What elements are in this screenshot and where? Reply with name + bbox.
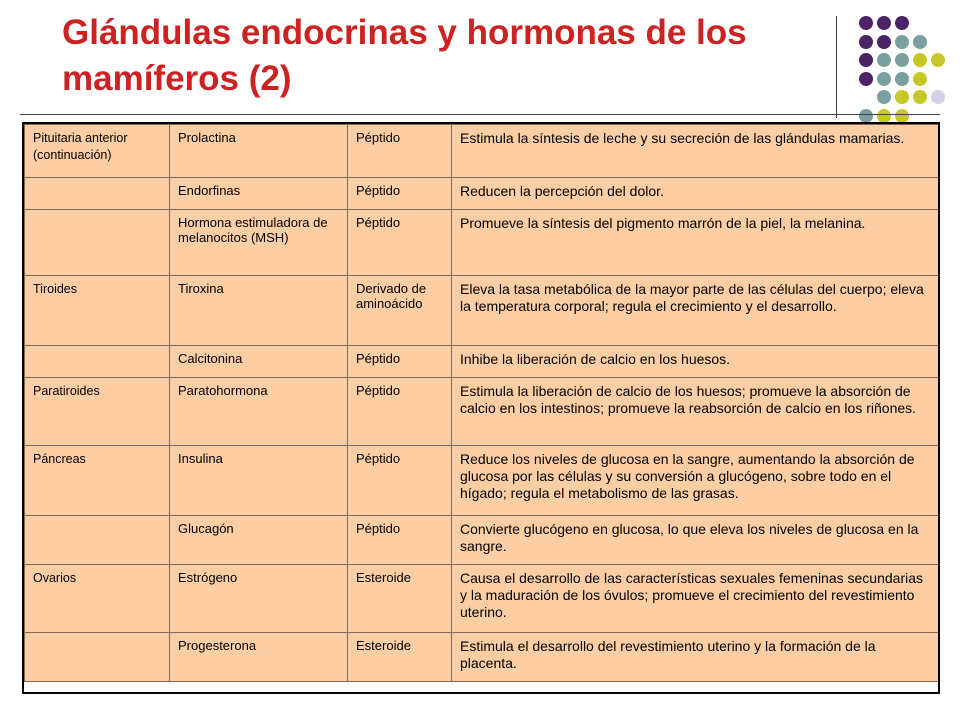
gland-cell: Ovarios: [25, 565, 170, 633]
hormone-cell: Endorfinas: [170, 178, 348, 210]
table-row: [25, 125, 939, 178]
decorative-dot: [913, 90, 927, 104]
decorative-dot: [859, 53, 873, 67]
table-row: [25, 446, 939, 516]
hormone-cell: Estrógeno: [170, 565, 348, 633]
action-cell: Inhibe la liberación de calcio en los huesos.: [452, 346, 939, 378]
gland-cell: Tiroides: [25, 276, 170, 346]
gland-cell: [25, 346, 170, 378]
gland-cell: Paratiroides: [25, 378, 170, 446]
type-cell: Esteroide: [348, 633, 452, 682]
table-row: [25, 276, 939, 346]
hormone-cell: Progesterona: [170, 633, 348, 682]
horizontal-divider: [20, 114, 940, 115]
action-cell: Promueve la síntesis del pigmento marrón de la piel, la melanina.: [452, 210, 939, 276]
action-cell: Estimula el desarrollo del revestimiento uterino y la formación de la placenta.: [452, 633, 939, 682]
table-row: [25, 516, 939, 565]
decorative-dot: [895, 16, 909, 30]
decorative-dot: [877, 53, 891, 67]
hormone-cell: Calcitonina: [170, 346, 348, 378]
decorative-dot: [895, 53, 909, 67]
action-cell: Estimula la síntesis de leche y su secreción de las glándulas mamarias.: [452, 125, 939, 178]
slide-title: Glándulas endocrinas y hormonas de los mamíferos (2): [62, 13, 747, 98]
action-cell: Eleva la tasa metabólica de la mayor parte de las células del cuerpo; eleva la temperatura corporal; regula el crecimiento y el desarrollo.: [452, 276, 939, 346]
decorative-dot: [859, 72, 873, 86]
decorative-dot: [859, 16, 873, 30]
gland-cell: [25, 210, 170, 276]
decorative-dot: [895, 72, 909, 86]
gland-cell: [25, 178, 170, 210]
table-row: [25, 378, 939, 446]
hormone-cell: Insulina: [170, 446, 348, 516]
table-row: [25, 210, 939, 276]
action-cell: Causa el desarrollo de las características sexuales femeninas secundarias y la maduración de los óvulos; promueve el crecimiento del revestimiento uterino.: [452, 565, 939, 633]
gland-cell: Pituitaria anterior (continuación): [25, 125, 170, 178]
hormone-cell: Hormona estimuladora de melanocitos (MSH): [170, 210, 348, 276]
type-cell: Péptido: [348, 378, 452, 446]
gland-cell: [25, 633, 170, 682]
vertical-divider: [836, 16, 837, 118]
decorative-dot: [913, 72, 927, 86]
type-cell: Péptido: [348, 178, 452, 210]
action-cell: Convierte glucógeno en glucosa, lo que eleva los niveles de glucosa en la sangre.: [452, 516, 939, 565]
decorative-dot: [931, 90, 945, 104]
type-cell: Péptido: [348, 210, 452, 276]
decorative-dot: [913, 35, 927, 49]
hormone-cell: Glucagón: [170, 516, 348, 565]
table-row: [25, 565, 939, 633]
gland-cell: Páncreas: [25, 446, 170, 516]
decorative-dot: [877, 16, 891, 30]
gland-cell: [25, 516, 170, 565]
hormone-table: [24, 124, 939, 682]
decorative-dot: [859, 109, 873, 123]
table-row: [25, 633, 939, 682]
type-cell: Esteroide: [348, 565, 452, 633]
decorative-dot: [877, 72, 891, 86]
decorative-dot: [877, 109, 891, 123]
decorative-dot: [859, 35, 873, 49]
hormone-cell: Tiroxina: [170, 276, 348, 346]
action-cell: Reduce los niveles de glucosa en la sangre, aumentando la absorción de glucosa por las células y su conversión a glucógeno, sobre todo en el hígado; regula el metabolismo de las grasas.: [452, 446, 939, 516]
type-cell: Péptido: [348, 346, 452, 378]
decorative-dot: [895, 109, 909, 123]
action-cell: Estimula la liberación de calcio de los huesos; promueve la absorción de calcio en los intestinos; promueve la reabsorción de calcio en los riñones.: [452, 378, 939, 446]
table-row: [25, 178, 939, 210]
decorative-dot: [895, 35, 909, 49]
decorative-dot: [877, 90, 891, 104]
type-cell: Derivado de aminoácido: [348, 276, 452, 346]
decorative-dot: [931, 53, 945, 67]
hormone-cell: Paratohormona: [170, 378, 348, 446]
type-cell: Péptido: [348, 516, 452, 565]
decorative-dot: [913, 53, 927, 67]
decorative-dot: [877, 35, 891, 49]
decorative-dot: [895, 90, 909, 104]
hormone-cell: Prolactina: [170, 125, 348, 178]
table-row: [25, 346, 939, 378]
type-cell: Péptido: [348, 125, 452, 178]
action-cell: Reducen la percepción del dolor.: [452, 178, 939, 210]
type-cell: Péptido: [348, 446, 452, 516]
